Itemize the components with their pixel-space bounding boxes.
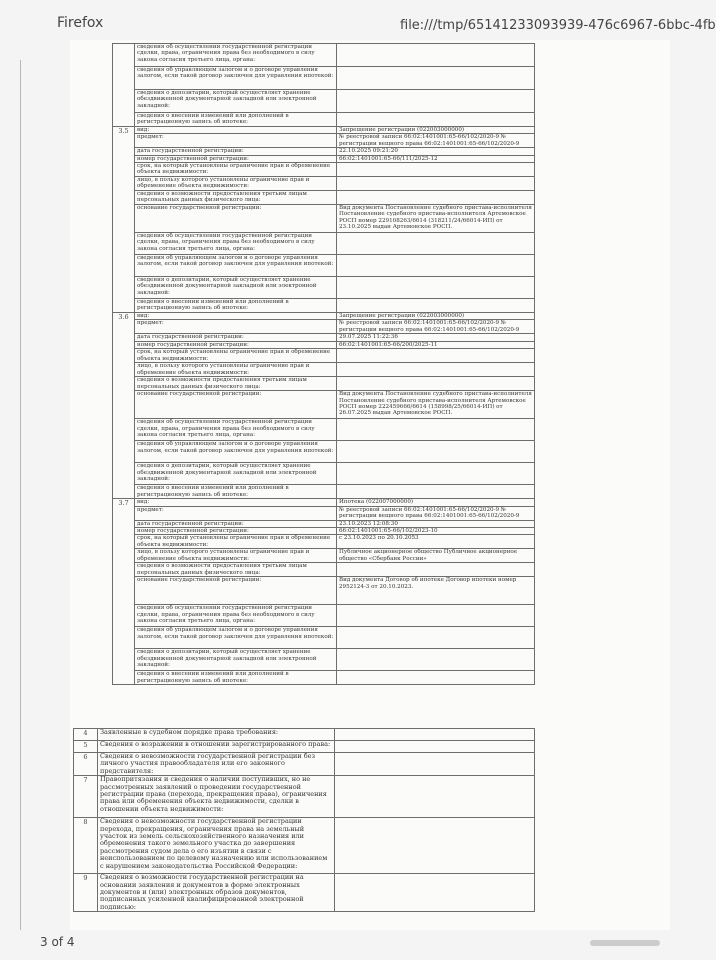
- table-row: [113, 205, 535, 233]
- field-label: сведения об осуществлении государственной регистрации сделки, права, ограничения права без необходимого в силу закона согласия третьего лица, органа:: [135, 44, 337, 67]
- field-label: сведения о внесении изменений или дополнений в регистрационную запись об ипотеке:: [135, 485, 337, 499]
- table-row: [113, 441, 535, 463]
- field-value: [337, 277, 535, 299]
- table-row: [113, 649, 535, 671]
- section-value: [335, 729, 535, 741]
- field-value: [337, 255, 535, 277]
- section-number: 4: [74, 729, 98, 741]
- field-label: вид:: [135, 499, 337, 506]
- field-label: срок, на который установлены ограничение прав и обременение объекта недвижимости:: [135, 535, 337, 549]
- registry-table: [112, 43, 535, 685]
- table-row: [113, 44, 535, 67]
- table-row: [113, 334, 535, 341]
- field-value: [337, 463, 535, 485]
- field-value: [337, 113, 535, 127]
- table-row: [113, 671, 535, 685]
- field-label: основание государственной регистрации:: [135, 205, 337, 233]
- section-number: 5: [74, 741, 98, 753]
- section-value: [335, 818, 535, 874]
- section-text: Сведения о невозможности государственной регистрации перехода, прекращения, ограничения права на земельный участок из земель сельскохозяйственного назначения или обременения такого земельного участка до завершения рассмотрения судом дела о его изъятии в связи с неиспользованием по целевому назначению или использованием с нарушением законодательства Российской Федерации:: [98, 818, 335, 874]
- field-value: [337, 419, 535, 441]
- field-label: номер государственной регистрации:: [135, 528, 337, 535]
- field-label: сведения о внесении изменений или дополнений в регистрационную запись об ипотеке:: [135, 671, 337, 685]
- field-value: [337, 649, 535, 671]
- table-row: [113, 535, 535, 549]
- table-row: [113, 233, 535, 255]
- section-number: 9: [74, 874, 98, 912]
- field-value: [337, 44, 535, 67]
- section-value: [335, 741, 535, 753]
- address-bar[interactable]: file:///tmp/65141233093939-476c6967-6bbc-4fb: [400, 18, 716, 33]
- table-row: [113, 528, 535, 535]
- table-row: [113, 90, 535, 113]
- section-value: [335, 753, 535, 776]
- field-label: основание государственной регистрации:: [135, 391, 337, 419]
- section-text: Правопритязания и сведения о наличии поступивших, но не рассмотренных заявлений о проведении государственной регистрации права (перехода, прекращения права), ограничения права или обременения объекта недвижимости, сделки в отношении объекта недвижимости:: [98, 776, 335, 818]
- field-value: 29.07.2025 11:22:36: [337, 334, 535, 341]
- field-value: 66:02:1401001:65-66/102/2023-10: [337, 528, 535, 535]
- field-label: сведения об управляющем залогом и о договоре управления залогом, если такой договор заключен для управления ипотекой:: [135, 67, 337, 90]
- field-label: основание государственной регистрации:: [135, 577, 337, 605]
- field-value: [337, 363, 535, 377]
- field-label: дата государственной регистрации:: [135, 520, 337, 527]
- field-value: [337, 627, 535, 649]
- field-label: номер государственной регистрации:: [135, 341, 337, 348]
- field-value: [337, 233, 535, 255]
- table-row: [113, 577, 535, 605]
- field-value: Запрещение регистрации (022003000000): [337, 313, 535, 320]
- field-value: [337, 605, 535, 627]
- field-label: лицо, в пользу которого установлены ограничение прав и обременение объекта недвижимости:: [135, 549, 337, 563]
- table-row: [113, 549, 535, 563]
- field-label: предмет:: [135, 506, 337, 520]
- field-value: Запрещение регистрации (022003000000): [337, 126, 535, 133]
- field-value: [337, 177, 535, 191]
- table-row: [113, 499, 535, 506]
- field-value: 66:02:1401001:65-66/200/2025-11: [337, 341, 535, 348]
- field-label: сведения об управляющем залогом и о договоре управления залогом, если такой договор заключен для управления ипотекой:: [135, 255, 337, 277]
- table-row: [113, 67, 535, 90]
- field-label: сведения о возможности предоставления третьим лицам персональных данных физического лица:: [135, 191, 337, 205]
- field-value: с 23.10.2023 по 20.10.2053: [337, 535, 535, 549]
- field-label: сведения об управляющем залогом и о договоре управления залогом, если такой договор заключен для управления ипотекой:: [135, 441, 337, 463]
- field-label: сведения об управляющем залогом и о договоре управления залогом, если такой договор заключен для управления ипотекой:: [135, 627, 337, 649]
- field-value: 22.10.2025 09:21:20: [337, 148, 535, 155]
- section-value: [335, 874, 535, 912]
- field-label: сведения о возможности предоставления третьим лицам персональных данных физического лица:: [135, 563, 337, 577]
- field-value: Вид документа Постановление судебного пристава-исполнителя Постановление судебного пристава-исполнителя Артемовское РОСП номер 229108263/6614 (318211/24/66014-ИП) от 23.10.2025 выдан Артемовское РОСП.: [337, 205, 535, 233]
- field-value: [337, 90, 535, 113]
- table-row: [113, 113, 535, 127]
- section-row: [74, 741, 535, 753]
- table-row: [113, 134, 535, 148]
- page-indicator: 3 of 4: [40, 935, 75, 949]
- field-value: [337, 377, 535, 391]
- field-label: предмет:: [135, 134, 337, 148]
- field-value: Ипотека (022007000000): [337, 499, 535, 506]
- table-row: [113, 148, 535, 155]
- field-value: Вид документа Постановление судебного пристава-исполнителя Постановление судебного пристава-исполнителя Артемовское РОСП номер 222459666/6614 (158998/25/66014-ИП) от 26.07.2025 выдан Артемовское РОСП.: [337, 391, 535, 419]
- table-row: [113, 485, 535, 499]
- field-label: лицо, в пользу которого установлены ограничение прав и обременение объекта недвижимости:: [135, 363, 337, 377]
- field-label: сведения о возможности предоставления третьим лицам персональных данных физического лица:: [135, 377, 337, 391]
- section-row: [74, 729, 535, 741]
- field-label: сведения о депозитарии, который осуществляет хранение обездвиженной документарной закладной или электронной закладной:: [135, 277, 337, 299]
- field-label: сведения о депозитарии, который осуществляет хранение обездвиженной документарной закладной или электронной закладной:: [135, 463, 337, 485]
- table-row: [113, 341, 535, 348]
- block-number: 3.7: [113, 499, 135, 685]
- table-row: [113, 126, 535, 133]
- table-row: [113, 313, 535, 320]
- field-label: сведения о внесении изменений или дополнений в регистрационную запись об ипотеке:: [135, 299, 337, 313]
- field-label: дата государственной регистрации:: [135, 334, 337, 341]
- field-label: сведения об осуществлении государственной регистрации сделки, права, ограничения права без необходимого в силу закона согласия третьего лица, органа:: [135, 605, 337, 627]
- section-text: Заявленные в судебном порядке права требования:: [98, 729, 335, 741]
- field-label: предмет:: [135, 320, 337, 334]
- field-label: лицо, в пользу которого установлены ограничение прав и обременение объекта недвижимости:: [135, 177, 337, 191]
- table-row: [113, 520, 535, 527]
- field-value: Публичное акционерное общество Публичное акционерное общество «Сбербанк России»: [337, 549, 535, 563]
- table-row: [113, 177, 535, 191]
- section-text: Сведения о возражении в отношении зарегистрированного права:: [98, 741, 335, 753]
- section-text: Сведения о возможности государственной регистрации на основании заявления и документов в форме электронных документов и (или) электронных образов документов, подписанных усиленной квалифицированной электронной подписью:: [98, 874, 335, 912]
- section-row: [74, 874, 535, 912]
- field-label: сведения о депозитарии, который осуществляет хранение обездвиженной документарной закладной или электронной закладной:: [135, 90, 337, 113]
- section-row: [74, 776, 535, 818]
- field-value: № реестровой записи 66:02:1401001:65-66/102/2020-9 № регистрации вещного права 66:02:1401001:65-66/102/2020-9: [337, 506, 535, 520]
- field-value: [337, 563, 535, 577]
- field-value: [337, 191, 535, 205]
- table-row: [113, 191, 535, 205]
- field-label: срок, на который установлены ограничение прав и обременение объекта недвижимости:: [135, 349, 337, 363]
- table-row: [113, 563, 535, 577]
- block-number-cell: [113, 44, 135, 127]
- field-label: сведения об осуществлении государственной регистрации сделки, права, ограничения права без необходимого в силу закона согласия третьего лица, органа:: [135, 419, 337, 441]
- field-label: срок, на который установлены ограничение прав и обременение объекта недвижимости:: [135, 163, 337, 177]
- field-value: [337, 671, 535, 685]
- field-label: сведения об осуществлении государственной регистрации сделки, права, ограничения права без необходимого в силу закона согласия третьего лица, органа:: [135, 233, 337, 255]
- table-row: [113, 255, 535, 277]
- table-row: [113, 277, 535, 299]
- section-number: 8: [74, 818, 98, 874]
- table-row: [113, 506, 535, 520]
- scan-smudge: [590, 940, 660, 946]
- table-row: [113, 299, 535, 313]
- table-row: [113, 463, 535, 485]
- field-value: 66:02:1401001:65-66/111/2025-12: [337, 155, 535, 162]
- table-row: [113, 605, 535, 627]
- table-row: [113, 627, 535, 649]
- section-row: [74, 753, 535, 776]
- field-label: дата государственной регистрации:: [135, 148, 337, 155]
- table-row: [113, 320, 535, 334]
- field-value: Вид документа Договор об ипотеке Договор ипотеки номер 2952124-3 от 20.10.2023.: [337, 577, 535, 605]
- field-value: [337, 485, 535, 499]
- field-label: сведения о внесении изменений или дополнений в регистрационную запись об ипотеке:: [135, 113, 337, 127]
- table-row: [113, 391, 535, 419]
- field-value: № реестровой записи 66:02:1401001:65-66/102/2020-9 № регистрации вещного права 66:02:1401001:65-66/102/2020-9: [337, 134, 535, 148]
- section-value: [335, 776, 535, 818]
- table-row: [113, 349, 535, 363]
- field-label: сведения о депозитарии, который осуществляет хранение обездвиженной документарной закладной или электронной закладной:: [135, 649, 337, 671]
- block-number: 3.5: [113, 126, 135, 312]
- sections-table: [73, 728, 535, 912]
- app-title: Firefox: [57, 15, 104, 31]
- section-text: Сведения о невозможности государственной регистрации без личного участия правообладателя или его законного представителя:: [98, 753, 335, 776]
- field-value: 23.10.2023 12:08:30: [337, 520, 535, 527]
- field-value: [337, 163, 535, 177]
- field-label: вид:: [135, 313, 337, 320]
- table-row: [113, 419, 535, 441]
- field-value: [337, 349, 535, 363]
- field-value: № реестровой записи 66:02:1401001:65-66/102/2020-9 № регистрации вещного права 66:02:1401001:65-66/102/2020-9: [337, 320, 535, 334]
- section-number: 7: [74, 776, 98, 818]
- field-label: вид:: [135, 126, 337, 133]
- table-row: [113, 155, 535, 162]
- section-number: 6: [74, 753, 98, 776]
- table-row: [113, 377, 535, 391]
- table-row: [113, 363, 535, 377]
- scan-edge-line: [20, 60, 21, 930]
- table-row: [113, 163, 535, 177]
- field-value: [337, 299, 535, 313]
- field-value: [337, 67, 535, 90]
- block-number: 3.6: [113, 313, 135, 499]
- field-value: [337, 441, 535, 463]
- field-label: номер государственной регистрации:: [135, 155, 337, 162]
- section-row: [74, 818, 535, 874]
